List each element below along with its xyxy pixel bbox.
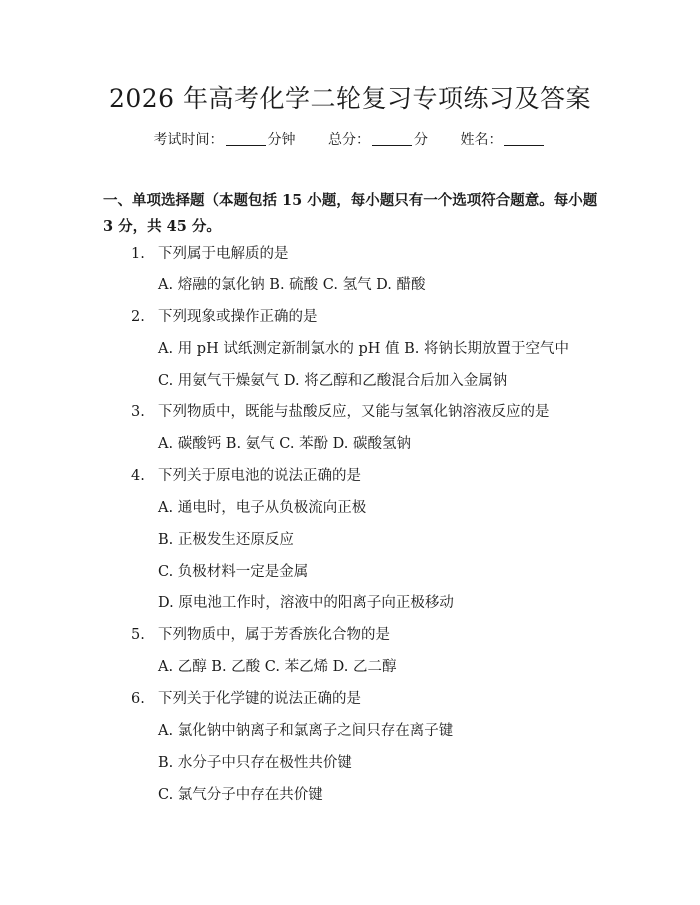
question-4-option-b: B. 正极发生还原反应 <box>158 532 294 548</box>
time-label: 考试时间： <box>153 132 224 148</box>
question-number: 2. <box>131 309 145 325</box>
question-4-option-c: C. 负极材料一定是金属 <box>158 564 309 580</box>
question-6 <box>131 688 361 710</box>
time-field <box>154 128 296 152</box>
question-3 <box>131 401 550 423</box>
name-blank[interactable] <box>504 131 544 146</box>
question-stem: 下列物质中，既能与盐酸反应，又能与氢氧化钠溶液反应的是 <box>158 404 550 420</box>
score-field <box>328 128 428 152</box>
question-2-options-ab: A. 用 pH 试纸测定新制氯水的 pH 值 B. 将钠长期放置于空气中 <box>158 341 569 357</box>
question-2 <box>131 306 318 328</box>
score-blank[interactable] <box>372 131 412 146</box>
question-6-option-c: C. 氯气分子中存在共价键 <box>158 787 323 803</box>
question-stem: 下列关于化学键的说法正确的是 <box>158 691 361 707</box>
name-field <box>460 128 546 152</box>
question-6-option-a: A. 氯化钠中钠离子和氯离子之间只存在离子键 <box>158 723 454 739</box>
question-stem: 下列关于原电池的说法正确的是 <box>158 468 361 484</box>
score-unit: 分 <box>414 132 428 148</box>
question-6-option-b: B. 水分子中只存在极性共价键 <box>158 755 352 771</box>
question-1 <box>131 243 289 265</box>
time-unit: 分钟 <box>267 132 296 148</box>
question-stem: 下列物质中，属于芳香族化合物的是 <box>158 627 390 643</box>
question-1-options: A. 熔融的氯化钠 B. 硫酸 C. 氢气 D. 醋酸 <box>158 277 426 293</box>
section-heading: 一、单项选择题（本题包括 15 小题，每小题只有一个选项符合题意。每小题 3 分，共 45 分。 <box>103 192 598 235</box>
exam-meta-row <box>0 128 700 152</box>
score-label: 总分： <box>328 132 370 148</box>
question-4-option-d: D. 原电池工作时，溶液中的阳离子向正极移动 <box>158 595 454 611</box>
question-number: 3. <box>131 404 145 420</box>
question-number: 5. <box>131 627 145 643</box>
question-3-options: A. 碳酸钙 B. 氨气 C. 苯酚 D. 碳酸氢钠 <box>158 436 412 452</box>
question-number: 4. <box>131 468 145 484</box>
question-4 <box>131 465 361 487</box>
question-number: 1. <box>131 246 145 262</box>
question-5 <box>131 624 390 646</box>
question-stem: 下列属于电解质的是 <box>158 246 289 262</box>
question-2-options-cd: C. 用氨气干燥氨气 D. 将乙醇和乙酸混合后加入金属钠 <box>158 373 508 389</box>
time-blank[interactable] <box>226 131 266 146</box>
exam-title: 2026 年高考化学二轮复习专项练习及答案 <box>108 84 592 113</box>
question-5-options: A. 乙醇 B. 乙酸 C. 苯乙烯 D. 乙二醇 <box>158 659 397 675</box>
question-4-option-a: A. 通电时，电子从负极流向正极 <box>158 500 367 516</box>
question-number: 6. <box>131 691 145 707</box>
name-label: 姓名： <box>460 132 503 148</box>
question-stem: 下列现象或操作正确的是 <box>158 309 318 325</box>
